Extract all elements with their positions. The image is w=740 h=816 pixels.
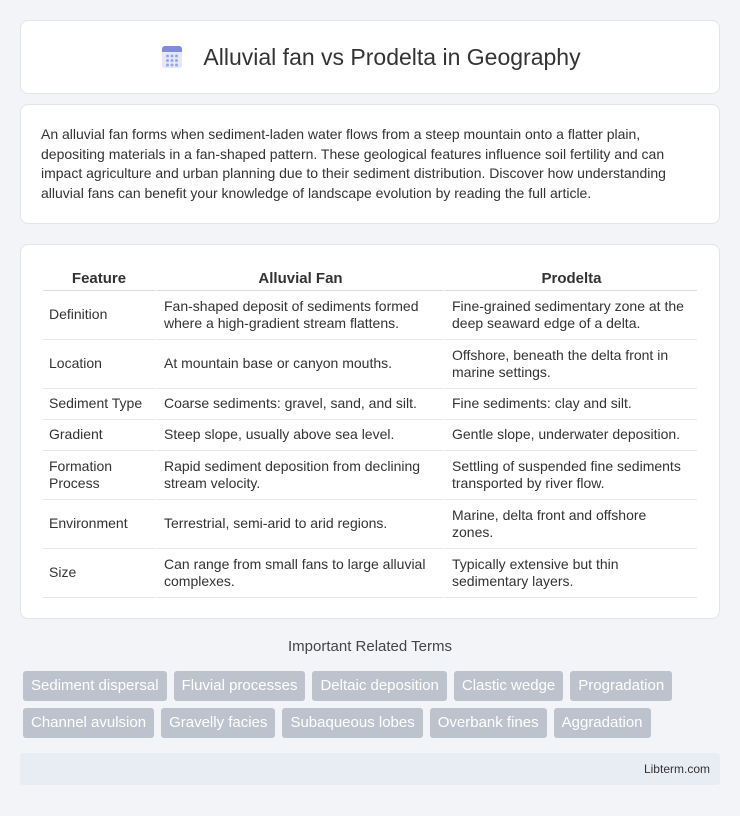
row-feature: Formation Process	[43, 451, 155, 500]
row-prodelta: Gentle slope, underwater deposition.	[443, 420, 697, 451]
table-row	[43, 340, 697, 389]
intro-text: An alluvial fan forms when sediment-laden water flows from a steep mountain onto a flatter plain, depositing materials in a fan-shaped pattern. These geological features influence soil fertility and can impact agriculture and urban planning due to their sediment distribution. Discover how understanding alluvial fans can benefit your knowledge of landscape evolution by reading the full article.	[41, 126, 666, 201]
tag-progradation[interactable]: Progradation	[570, 671, 672, 701]
comparison-table	[43, 261, 697, 598]
row-alluvial-fan: Can range from small fans to large alluvial complexes.	[155, 549, 443, 598]
row-prodelta: Offshore, beneath the delta front in marine settings.	[443, 340, 697, 389]
table-row	[43, 389, 697, 420]
row-feature: Environment	[43, 500, 155, 549]
row-prodelta: Typically extensive but thin sedimentary layers.	[443, 549, 697, 598]
tag-deltaic-deposition[interactable]: Deltaic deposition	[312, 671, 446, 701]
related-terms-list	[23, 671, 723, 738]
tag-sediment-dispersal[interactable]: Sediment dispersal	[23, 671, 167, 701]
table-row	[43, 500, 697, 549]
tag-fluvial-processes[interactable]: Fluvial processes	[174, 671, 306, 701]
row-alluvial-fan: Fan-shaped deposit of sediments formed where a high-gradient stream flattens.	[155, 291, 443, 340]
tag-subaqueous-lobes[interactable]: Subaqueous lobes	[282, 708, 422, 738]
header-card	[20, 20, 720, 94]
row-prodelta: Fine-grained sedimentary zone at the deep seaward edge of a delta.	[443, 291, 697, 340]
row-feature: Sediment Type	[43, 389, 155, 420]
header-feature: Feature	[43, 261, 155, 291]
footer-site-link[interactable]: Libterm.com	[643, 762, 710, 776]
row-alluvial-fan: Coarse sediments: gravel, sand, and silt.	[155, 389, 443, 420]
row-feature: Gradient	[43, 420, 155, 451]
footer	[20, 753, 720, 785]
row-feature: Definition	[43, 291, 155, 340]
header-prodelta: Prodelta	[443, 261, 697, 291]
row-alluvial-fan: At mountain base or canyon mouths.	[155, 340, 443, 389]
comparison-table-card	[20, 244, 720, 619]
table-row	[43, 291, 697, 340]
related-terms-title: Important Related Terms	[288, 638, 452, 655]
row-alluvial-fan: Rapid sediment deposition from declining stream velocity.	[155, 451, 443, 500]
tag-aggradation[interactable]: Aggradation	[554, 708, 651, 738]
page-title: Alluvial fan vs Prodelta in Geography	[203, 43, 581, 70]
row-alluvial-fan: Steep slope, usually above sea level.	[155, 420, 443, 451]
header-alluvial-fan: Alluvial Fan	[155, 261, 443, 291]
table-row	[43, 420, 697, 451]
tag-overbank-fines[interactable]: Overbank fines	[430, 708, 547, 738]
row-prodelta: Fine sediments: clay and silt.	[443, 389, 697, 420]
row-prodelta: Settling of suspended fine sediments transported by river flow.	[443, 451, 697, 500]
table-row	[43, 549, 697, 598]
row-prodelta: Marine, delta front and offshore zones.	[443, 500, 697, 549]
tag-channel-avulsion[interactable]: Channel avulsion	[23, 708, 154, 738]
header	[159, 44, 580, 71]
tag-clastic-wedge[interactable]: Clastic wedge	[454, 671, 563, 701]
tag-gravelly-facies[interactable]: Gravelly facies	[161, 708, 275, 738]
table-icon	[159, 44, 185, 70]
row-alluvial-fan: Terrestrial, semi-arid to arid regions.	[155, 500, 443, 549]
intro-card	[20, 104, 720, 224]
row-feature: Size	[43, 549, 155, 598]
table-row	[43, 451, 697, 500]
table-header-row	[43, 261, 697, 291]
row-feature: Location	[43, 340, 155, 389]
